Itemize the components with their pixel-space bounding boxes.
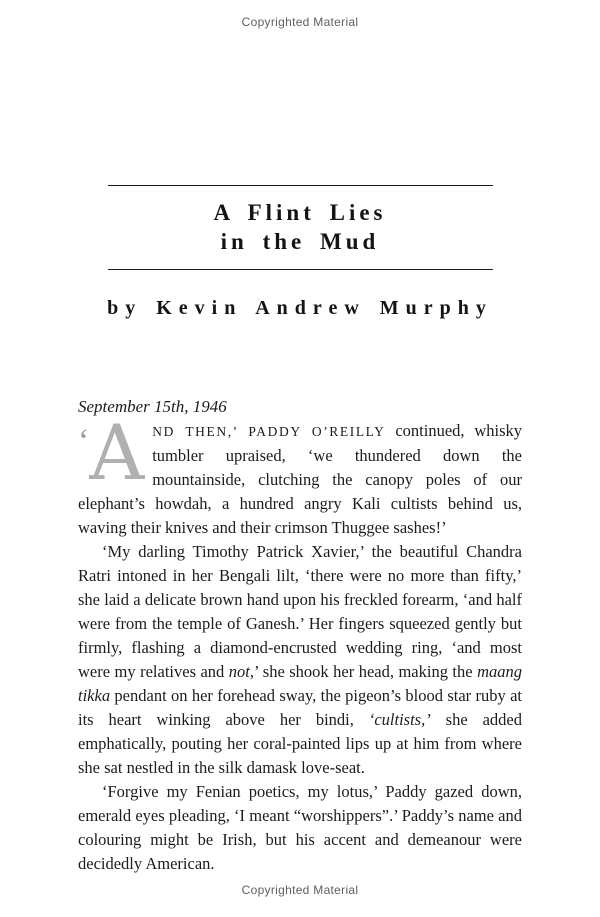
title-block	[0, 185, 600, 270]
text-segment: ‘Forgive my Fenian poetics, my lotus,’ Paddy gazed down, emerald eyes pleading, ‘I meant “worshippers”.’ Paddy’s name and colouring might be Irish, but his accent and demeanour were decidedly American.	[78, 782, 522, 873]
title-rule-top	[108, 185, 493, 186]
text-segment: ‘cultists,’	[368, 710, 431, 729]
story-title	[0, 198, 600, 256]
paragraph	[78, 408, 522, 540]
drop-cap-letter: A	[89, 408, 145, 497]
text-segment: ‘My darling Timothy Patrick Xavier,’ the beautiful Chandra Ratri intoned in her Bengali lilt, ‘there were no more than fifty,’ she laid a delicate brown hand upon his freckled forearm, ‘and half were from the temple of Ganesh.’ Her fingers squeezed gently but firmly, flashing a diamond-encrusted wedding ring, ‘and most were my relatives and	[78, 542, 522, 681]
title-line-1: A Flint Lies	[213, 200, 387, 225]
paragraph	[78, 780, 522, 876]
text-segment: maang tikka	[78, 662, 522, 705]
story-body	[78, 395, 522, 876]
text-segment: continued, whisky tumbler upraised, ‘we thundered down the mountainside, clutching the canopy poles of our elephant’s howdah, a hundred angry Kali cultists behind us, waving their knives and their crimson Thuggee sashes!’	[78, 421, 522, 537]
paragraph	[78, 540, 522, 780]
text-segment: not	[228, 662, 250, 681]
text-segment: ,’ she shook her head, making the	[249, 662, 478, 681]
drop-cap	[78, 408, 145, 497]
text-segment: she added emphatically, pouting her coral-painted lips up at him from where she sat nestled in the silk damask love-seat.	[78, 710, 522, 777]
title-rule-bottom	[108, 269, 493, 270]
drop-cap-quote: ‘	[78, 423, 90, 460]
copyright-notice-bottom: Copyrighted Material	[241, 883, 359, 897]
text-segment: ND THEN,’ PADDY O’REILLY	[152, 424, 386, 439]
text-segment: pendant on her forehead sway, the pigeon’s blood star ruby at its heart winking above her bindi,	[78, 686, 522, 729]
title-line-2: in the Mud	[220, 229, 380, 254]
byline: by Kevin Andrew Murphy	[107, 297, 493, 319]
paragraphs-container	[78, 408, 522, 876]
copyright-notice-top: Copyrighted Material	[241, 15, 359, 29]
dateline: September 15th, 1946	[78, 397, 227, 416]
